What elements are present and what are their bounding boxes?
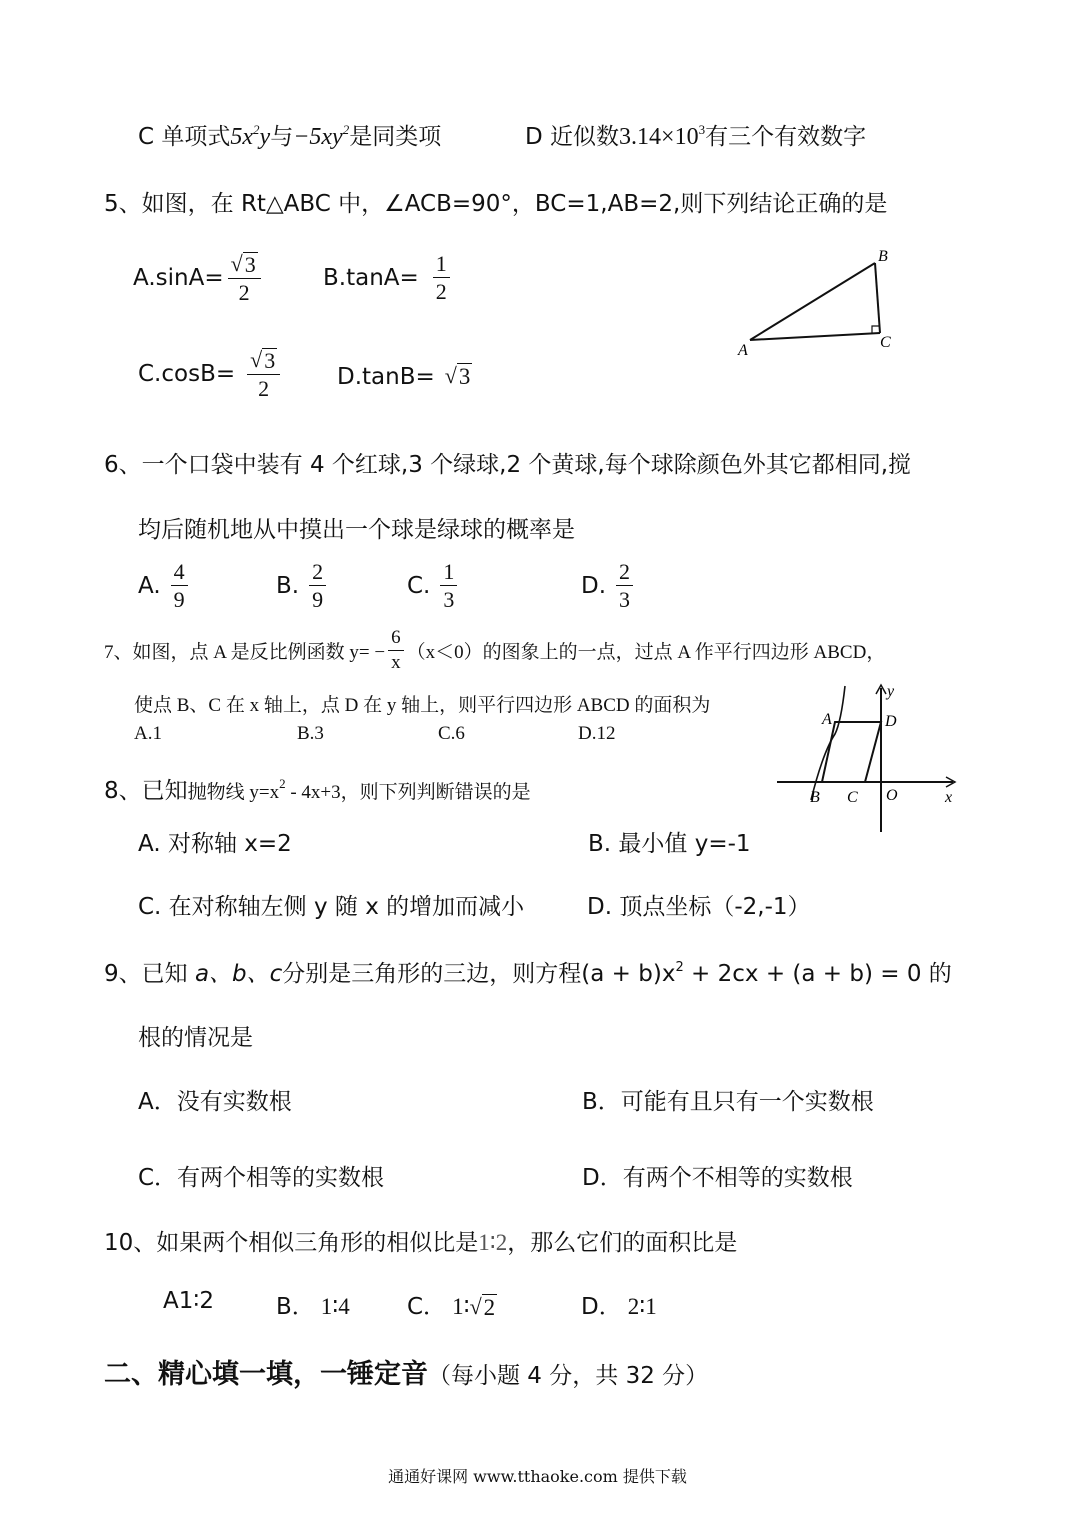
svg-text:O: O [886,787,898,804]
triangle-figure [730,245,900,360]
q6-option-a: A. $\frac{4}{9}$ [138,560,192,611]
q9-option-d: D．有两个不相等的实数根 [582,1165,853,1191]
q8-option-c: C. 在对称轴左侧 y 随 x 的增加而减小 [138,894,525,920]
q8-option-a: A. 对称轴 x=2 [138,831,292,857]
vertex-b-label: B [878,248,888,265]
q6-stem-line1: 6、一个口袋中装有 4 个红球,3 个绿球,2 个黄球,每个球除颜色外其它都相同,搅 [104,452,912,478]
q8-option-d: D. 顶点坐标（-2,-1） [587,894,811,920]
q5-option-b: B.tanA= $\frac{1}{2}$ [323,252,454,303]
q10-option-a: A1∶2 [163,1288,214,1314]
q5-stem: 5、如图，在 Rt△ABC 中，∠ACB=90°，BC=1,AB=2,则下列结论正确的是 [104,191,888,217]
q4-option-d: D 近似数$3.14\times 10^3$有三个有效数字 [525,122,867,150]
q9-stem-line2: 根的情况是 [138,1025,253,1051]
q6-option-b: B. $\frac{2}{9}$ [276,560,330,611]
q6-option-d: D. $\frac{2}{3}$ [581,560,637,611]
q10-option-b: B． 1∶4 [276,1294,350,1320]
svg-text:x: x [945,789,953,806]
q10-option-d: D． 2∶1 [581,1294,657,1320]
svg-text:D: D [885,713,897,730]
q7-stem-line1: 7、如图，点 A 是反比例函数 y= − $\frac{6}{x}$ （x＜0）的图象上的一点，过点 A 作平行四边形 ABCD， [104,627,886,673]
parallelogram-figure [775,682,965,834]
vertex-c-label: C [880,334,891,351]
q9-option-c: C．有两个相等的实数根 [138,1165,385,1191]
q6-option-c: C. $\frac{1}{3}$ [407,560,461,611]
svg-text:y: y [887,683,895,700]
q7-option-a: A.1 [134,723,162,744]
svg-text:B: B [810,789,820,806]
svg-text:C: C [847,789,858,806]
page-footer: 通通好课网 www.tthaoke.com 提供下载 [388,1467,687,1486]
q7-option-b: B.3 [297,723,324,744]
q5-option-a: A.sinA= √ 3 2 [133,252,265,304]
q5-option-c: C.cosB= √ 3 2 [138,348,284,400]
q8-option-b: B. 最小值 y=-1 [588,831,751,857]
q4-option-c: C 单项式$5x^2y$与$-5xy^2$是同类项 [138,122,442,150]
section-2-heading: 二、精心填一填，一锤定音 （每小题 4 分，共 32 分） [104,1359,709,1390]
q10-stem: 10、如果两个相似三角形的相似比是1∶2，那么它们的面积比是 [104,1230,738,1256]
q6-stem-line2: 均后随机地从中摸出一个球是绿球的概率是 [138,517,575,543]
vertex-a-label: A [738,342,748,359]
q8-stem: 8、已知 抛物线 $y=x^2 - 4x+3$，则下列判断错误的是 [104,776,531,804]
q10-option-c: C． 1∶ √ 2 [407,1294,496,1320]
q9-option-a: A．没有实数根 [138,1089,292,1115]
q7-option-c: C.6 [438,723,465,744]
q7-stem-line2: 使点 B、C 在 x 轴上，点 D 在 y 轴上，则平行四边形 ABCD 的面积为 [134,695,711,716]
q9-stem-line1: 9、已知 a、b、c分别是三角形的三边，则方程$(a + b)x^2 + 2cx + (a + b) = 0$ 的 [104,960,952,987]
q7-option-d: D.12 [578,723,616,744]
svg-text:A: A [822,711,832,728]
q9-option-b: B．可能有且只有一个实数根 [582,1089,874,1115]
q5-option-d: D.tanB= √ 3 [337,363,471,390]
